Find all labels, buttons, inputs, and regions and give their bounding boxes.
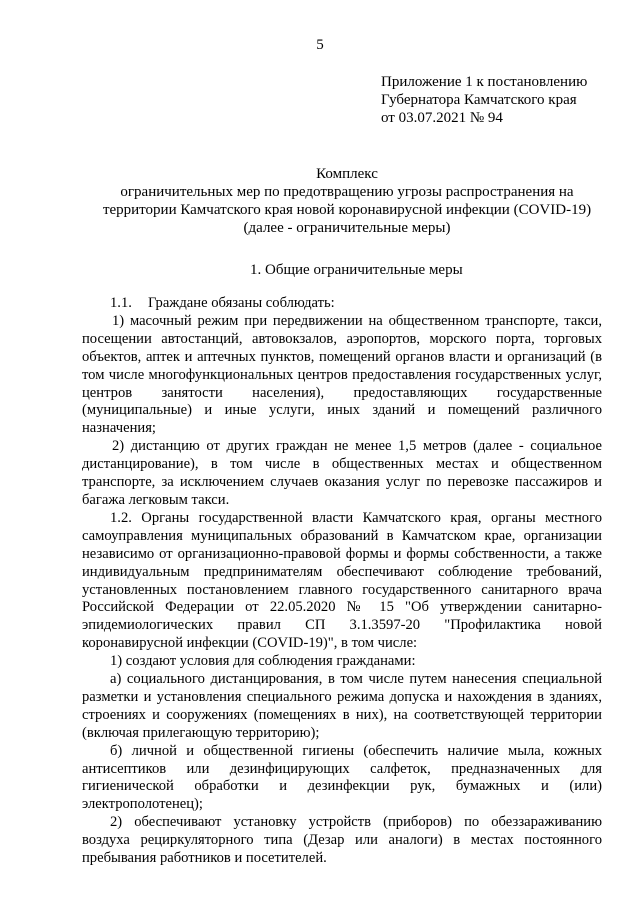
document-body <box>82 295 602 868</box>
appendix-line: от 03.07.2021 № 94 <box>381 110 503 126</box>
paragraph: 1.2. Органы государственной власти Камчатского края, органы местного самоуправления муниципальных образований в Камчатском крае, организации независимо от организационно-правовой формы и формы собственности, а также индивидуальным предпринимателям обеспечивают соблюдение требований, установленных постановлением главного государственного санитарного врача Российской Федерации от 22.05.2020 № 15 "Об утверждении санитарно-эпидемиологических правил СП 3.1.3597-20 "Профилактика новой коронавирусной инфекции (COVID-19)", в том числе: <box>82 509 602 652</box>
paragraph: а) социального дистанцирования, в том числе путем нанесения специальной разметки и установления специального режима допуска и нахождения в зданиях, строениях и сооружениях (помещениях в них), на соответствующей территории (включая прилегающую территорию); <box>82 671 602 741</box>
paragraph: 1) создают условия для соблюдения гражданами: <box>110 653 416 670</box>
appendix-line: Приложение 1 к постановлению <box>381 74 588 90</box>
appendix-block <box>381 73 587 127</box>
item-number: 1.1. <box>110 295 132 311</box>
title-line: территории Камчатского края новой коронавирусной инфекции (COVID-19) <box>102 202 592 218</box>
paragraph: 1) масочный режим при передвижении на общественном транспорте, такси, посещении автостанций, автовокзалов, аэропортов, морского порта, торговых объектов, аптек и аптечных пунктов, помещений органов власти и организаций (в том числе многофункциональных центров предоставления государственных услуг, центров занятости населения), предоставляющих государственные (муниципальные) и иные услуги, иных зданий и помещений различного назначения; <box>82 312 602 437</box>
title-line: Комплекс <box>316 166 378 182</box>
paragraph: б) личной и общественной гигиены (обеспечить наличие мыла, кожных антисептиков или дезинфицирующих салфеток, предназначенных для гигиенической обработки и дезинфекции рук, бумажных и (или) электрополотенец); <box>82 742 602 813</box>
appendix-line: Губернатора Камчатского края <box>381 92 577 108</box>
title-line: (далее - ограничительные меры) <box>243 220 451 236</box>
item-1-1 <box>82 295 602 313</box>
section-heading: 1. Общие ограничительные меры <box>250 262 463 278</box>
title-line: ограничительных мер по предотвращению угрозы распространения на <box>120 184 574 200</box>
page-number: 5 <box>316 37 324 53</box>
document-title <box>82 165 612 237</box>
item-text: Граждане обязаны соблюдать: <box>148 295 335 311</box>
paragraph: 2) дистанцию от других граждан не менее 1,5 метров (далее - социальное дистанцирование), в том числе в общественных местах и общественном транспорте, за исключением случаев оказания услуг по перевозке пассажиров и багажа легковым такси. <box>82 438 602 508</box>
paragraph: 2) обеспечивают установку устройств (приборов) по обеззараживанию воздуха рециркуляторного типа (Дезар или аналоги) в местах постоянного пребывания работников и посетителей. <box>82 814 602 867</box>
